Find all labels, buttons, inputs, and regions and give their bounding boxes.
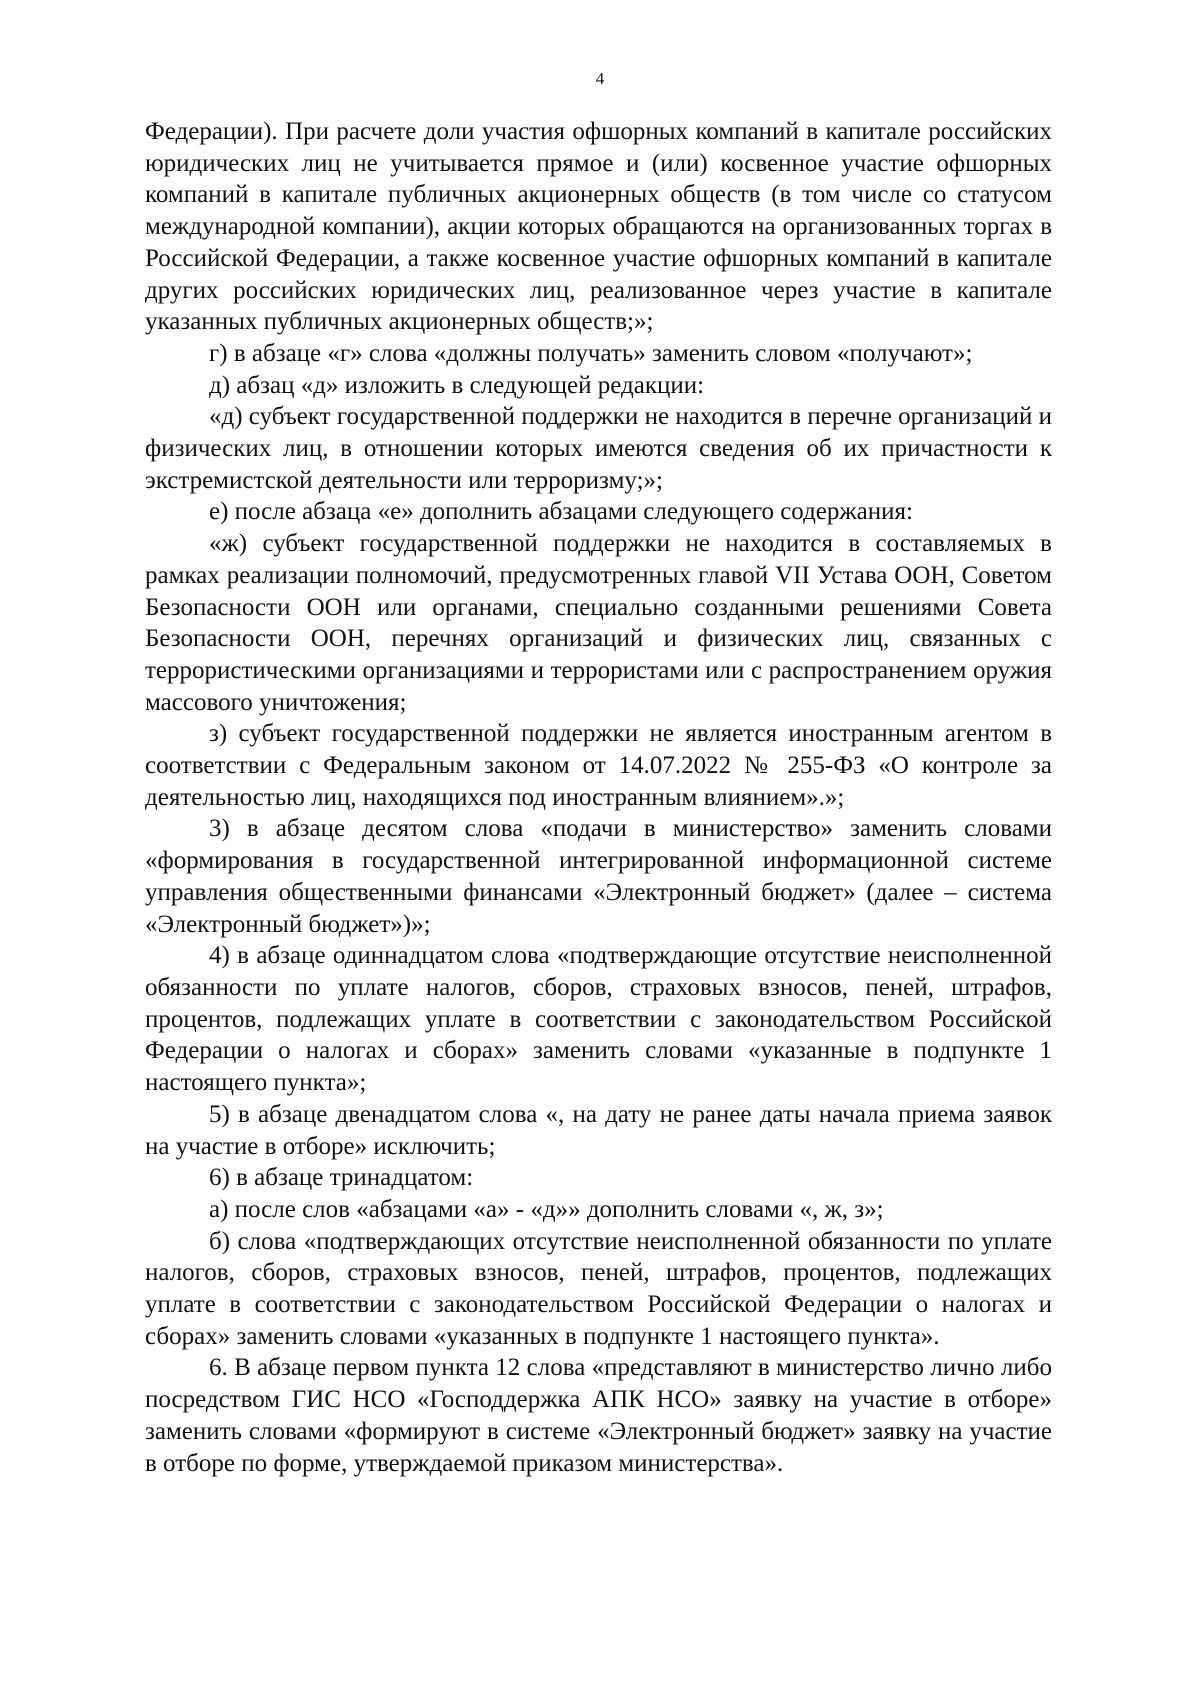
paragraph: 5) в абзаце двенадцатом слова «, на дату не ранее даты начала приема заявок на участие в отборе» исключить; bbox=[145, 1100, 1052, 1160]
paragraph: «д) субъект государственной поддержки не находится в перечне организаций и физических лиц, в отношении которых имеются сведения об их причастности к экстремистской деятельности или терроризму;»; bbox=[145, 403, 1052, 494]
paragraph: «ж) субъект государственной поддержки не находится в составляемых в рамках реализации полномочий, предусмотренных главой VII Устава ООН, Советом Безопасности ООН или органами, специально созданными решениями Совета Безопасности ООН, перечнях организаций и физических лиц, связанных с террористическими организациями и террористами или с распространением оружия массового уничтожения; bbox=[145, 530, 1052, 716]
page-number: 4 bbox=[595, 69, 605, 88]
document-body bbox=[145, 116, 1052, 1479]
paragraph: з) субъект государственной поддержки не является иностранным агентом в соответствии с Федеральным законом от 14.07.2022 № 255-ФЗ «О контроле за деятельностью лиц, находящихся под иностранным влиянием».»; bbox=[145, 720, 1052, 811]
paragraph: г) в абзаце «г» слова «должны получать» заменить словом «получают»; bbox=[209, 339, 973, 367]
paragraph-continuation: Федерации). При расчете доли участия офшорных компаний в капитале российских юридических лиц не учитывается прямое и (или) косвенное участие офшорных компаний в капитале публичных акционерных обществ (в том числе со статусом международной компании), акции которых обращаются на организованных торгах в Российской Федерации, а также косвенное участие офшорных компаний в капитале других российских юридических лиц, реализованное через участие в капитале указанных публичных акционерных обществ;»; bbox=[145, 118, 1052, 336]
paragraph: 3) в абзаце десятом слова «подачи в министерство» заменить словами «формирования в государственной интегрированной информационной системе управления общественными финансами «Электронный бюджет» (далее – система «Электронный бюджет»)»; bbox=[145, 815, 1052, 938]
paragraph: б) слова «подтверждающих отсутствие неисполненной обязанности по уплате налогов, сборов, страховых взносов, пеней, штрафов, процентов, подлежащих уплате в соответствии с законодательством Российской Федерации о налогах и сборах» заменить словами «указанных в подпункте 1 настоящего пункта». bbox=[145, 1227, 1052, 1350]
paragraph: д) абзац «д» изложить в следующей редакции: bbox=[209, 371, 705, 399]
paragraph: 6. В абзаце первом пункта 12 слова «представляют в министерство лично либо посредством ГИС НСО «Господдержка АПК НСО» заявку на участие в отборе» заменить словами «формируют в системе «Электронный бюджет» заявку на участие в отборе по форме, утверждаемой приказом министерства». bbox=[145, 1354, 1052, 1477]
paragraph: е) после абзаца «е» дополнить абзацами следующего содержания: bbox=[209, 498, 913, 526]
paragraph: 4) в абзаце одиннадцатом слова «подтверждающие отсутствие неисполненной обязанности по уплате налогов, сборов, страховых взносов, пеней, штрафов, процентов, подлежащих уплате в соответствии с законодательством Российской Федерации о налогах и сборах» заменить словами «указанные в подпункте 1 настоящего пункта»; bbox=[145, 942, 1052, 1097]
paragraph: а) после слов «абзацами «а» - «д»» дополнить словами «, ж, з»; bbox=[209, 1195, 884, 1223]
paragraph: 6) в абзаце тринадцатом: bbox=[209, 1164, 474, 1192]
